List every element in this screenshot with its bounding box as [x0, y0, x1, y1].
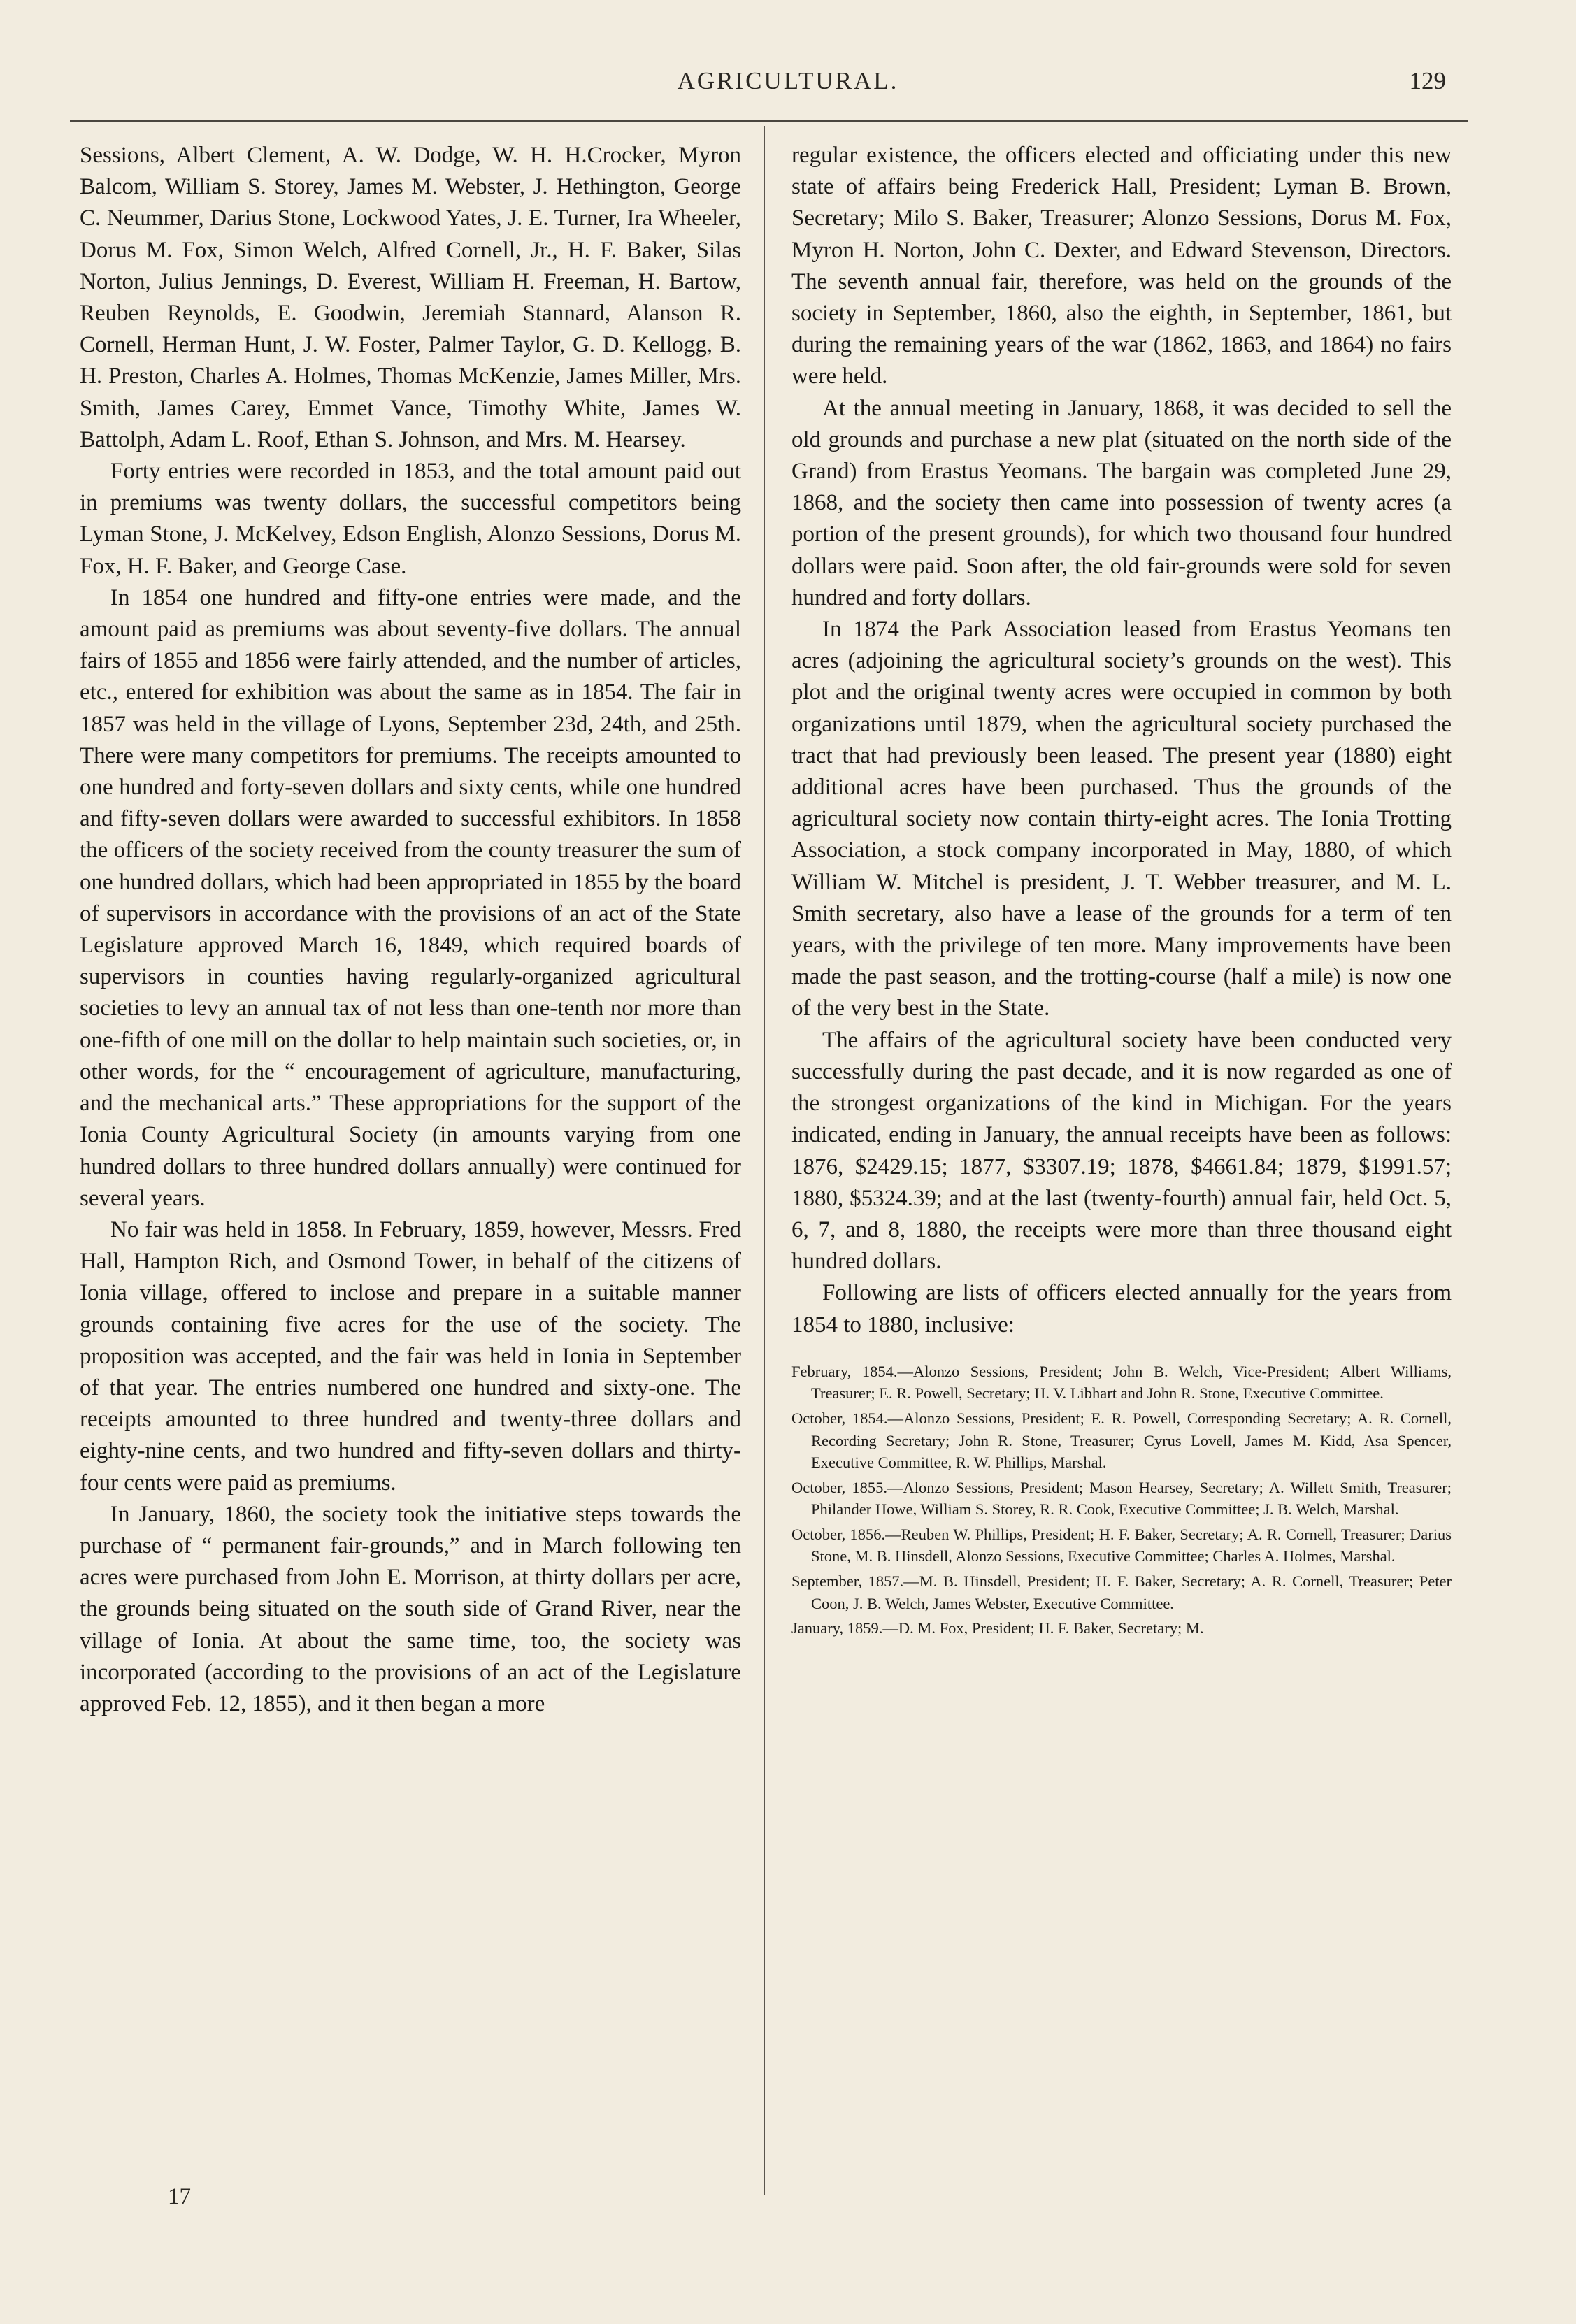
officers-entry: October, 1856.—Reuben W. Phillips, President; H. F. Baker, Secretary; A. R. Cornell, Treasurer; Darius Stone, M. B. Hinsdell, Alonzo Sessions, Executive Committee; Charles A. Holmes, Marshal. — [791, 1525, 1452, 1565]
officers-entry: January, 1859.—D. M. Fox, President; H. F. Baker, Secretary; M. — [791, 1619, 1204, 1637]
signature-mark: 17 — [168, 2184, 191, 2209]
header-rule — [70, 120, 1468, 122]
right-column — [791, 140, 1452, 1642]
paragraph: No fair was held in 1858. In February, 1859, however, Messrs. Fred Hall, Hampton Rich, and Osmond Tower, in behalf of the citizens of Ionia village, offered to inclose and prepare in a suitable manner grounds containing five acres for the use of the society. The proposition was accepted, and the fair was held in Ionia in September of that year. The entries numbered one hundred and sixty-one. The receipts amounted to three hundred and twenty-three dollars and eighty-nine cents, and two hundred and fifty-seven dollars and thirty-four cents were paid as premiums. — [80, 1217, 741, 1495]
column-divider — [764, 126, 765, 2195]
left-column — [80, 140, 741, 1720]
paragraph: Sessions, Albert Clement, A. W. Dodge, W. H. H.Crocker, Myron Balcom, William S. Storey, James M. Webster, J. Hethington, George C. Neummer, Darius Stone, Lockwood Yates, J. E. Turner, Ira Wheeler, Dorus M. Fox, Simon Welch, Alfred Cornell, Jr., H. F. Baker, Silas Norton, Julius Jennings, D. Everest, William H. Freeman, H. Bartow, Reuben Reynolds, E. Goodwin, Jeremiah Stannard, Alanson R. Cornell, Herman Hunt, J. W. Foster, Palmer Taylor, G. D. Kellogg, B. H. Preston, Charles A. Holmes, Thomas McKenzie, James Miller, Mrs. Smith, James Carey, Emmet Vance, Timothy White, James W. Battolph, Adam L. Roof, Ethan S. Johnson, and Mrs. M. Hearsey. — [80, 143, 741, 452]
paragraph: The affairs of the agricultural society have been conducted very successfully during the past decade, and it is now regarded as one of the strongest organizations of the kind in Michigan. For the years indicated, ending in January, the annual receipts have been as follows: 1876, $2429.15; 1877, $3307.19; 1878, $4661.84; 1879, $1991.57; 1880, $5324.39; and at the last (twenty-fourth) annual fair, held Oct. 5, 6, 7, and 8, 1880, the receipts were more than three thousand eight hundred dollars. — [791, 1027, 1452, 1275]
officers-entry: February, 1854.—Alonzo Sessions, President; John B. Welch, Vice-President; Albert Williams, Treasurer; E. R. Powell, Secretary; H. V. Libhart and John R. Stone, Executive Committee. — [791, 1362, 1452, 1403]
paragraph: Forty entries were recorded in 1853, and the total amount paid out in premiums was twenty dollars, the successful competitors being Lyman Stone, J. McKelvey, Edson English, Alonzo Sessions, Dorus M. Fox, H. F. Baker, and George Case. — [80, 459, 741, 579]
running-title: AGRICULTURAL. — [677, 67, 899, 94]
officers-list — [791, 1361, 1452, 1640]
officers-entry: September, 1857.—M. B. Hinsdell, President; H. F. Baker, Secretary; A. R. Cornell, Treasurer; Peter Coon, J. B. Welch, James Webster, Executive Committee. — [791, 1572, 1452, 1612]
paragraph: regular existence, the officers elected and officiating under this new state of affairs being Frederick Hall, President; Lyman B. Brown, Secretary; Milo S. Baker, Treasurer; Alonzo Sessions, Dorus M. Fox, Myron H. Norton, John C. Dexter, and Edward Stevenson, Directors. The seventh annual fair, therefore, was held on the grounds of the society in September, 1860, also the eighth, in September, 1861, but during the remaining years of the war (1862, 1863, and 1864) no fairs were held. — [791, 143, 1452, 389]
paragraph: In 1874 the Park Association leased from Erastus Yeomans ten acres (adjoining the agricultural society’s grounds on the west). This plot and the original twenty acres were occupied in common by both organizations until 1879, when the agricultural society purchased the tract that had previously been leased. The present year (1880) eight additional acres have been purchased. Thus the grounds of the agricultural society now contain thirty-eight acres. The Ionia Trotting Association, a stock company incorporated in May, 1880, of which William W. Mitchel is president, J. T. Webber treasurer, and M. L. Smith secretary, also have a lease of the grounds for a term of ten years, with the privilege of ten more. Many improvements have been made the past season, and the trotting-course (half a mile) is now one of the very best in the State. — [791, 617, 1452, 1021]
page-number: 129 — [1409, 67, 1446, 94]
paragraph: Following are lists of officers elected annually for the years from 1854 to 1880, inclusive: — [791, 1280, 1452, 1337]
officers-entry: October, 1854.—Alonzo Sessions, President; E. R. Powell, Corresponding Secretary; A. R. Cornell, Recording Secretary; John R. Stone, Treasurer; Cyrus Lovell, James M. Kidd, Asa Spencer, Executive Committee, R. W. Phillips, Marshal. — [791, 1409, 1452, 1472]
paragraph: At the annual meeting in January, 1868, it was decided to sell the old grounds and purchase a new plat (situated on the north side of the Grand) from Erastus Yeomans. The bargain was completed June 29, 1868, and the society then came into possession of twenty acres (a portion of the present grounds), for which two thousand four hundred dollars were paid. Soon after, the old fair-grounds were sold for seven hundred and forty dollars. — [791, 395, 1452, 610]
officers-entry: October, 1855.—Alonzo Sessions, President; Mason Hearsey, Secretary; A. Willett Smith, Treasurer; Philander Howe, William S. Storey, R. R. Cook, Executive Committee; J. B. Welch, Marshal. — [791, 1478, 1452, 1519]
paragraph: In January, 1860, the society took the initiative steps towards the purchase of “ permanent fair-grounds,” and in March following ten acres were purchased from John E. Morrison, at thirty dollars per acre, the grounds being situated on the south side of Grand River, near the village of Ionia. At about the same time, too, the society was incorporated (according to the provisions of an act of the Legislature approved Feb. 12, 1855), and it then began a more — [80, 1501, 741, 1716]
paragraph: In 1854 one hundred and fifty-one entries were made, and the amount paid as premiums was about seventy-five dollars. The annual fairs of 1855 and 1856 were fairly attended, and the number of articles, etc., entered for exhibition was about the same as in 1854. The fair in 1857 was held in the village of Lyons, September 23d, 24th, and 25th. There were many competitors for premiums. The receipts amounted to one hundred and forty-seven dollars and sixty cents, while one hundred and fifty-seven dollars were awarded to successful exhibitors. In 1858 the officers of the society received from the county treasurer the sum of one hundred dollars, which had been appropriated in 1855 by the board of supervisors in accordance with the provisions of an act of the State Legislature approved March 16, 1849, which required boards of supervisors in counties having regularly-organized agricultural societies to levy an annual tax of not less than one-tenth nor more than one-fifth of one mill on the dollar to help maintain such societies, or, in other words, for the “ encouragement of agriculture, manufacturing, and the mechanical arts.” These appropriations for the support of the Ionia County Agricultural Society (in amounts varying from one hundred dollars to three hundred dollars annually) were continued for several years. — [80, 584, 741, 1211]
